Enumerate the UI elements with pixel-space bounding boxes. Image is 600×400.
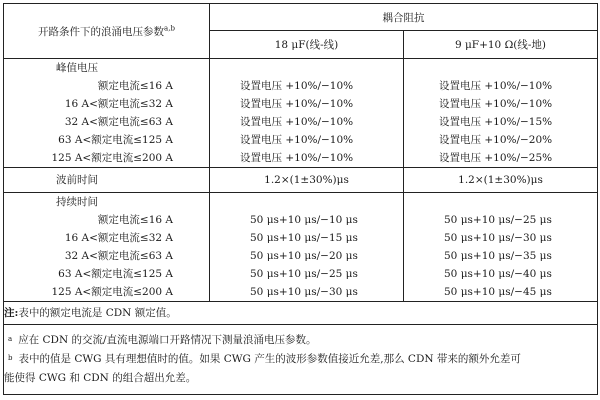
footnotes-row — [4, 325, 598, 395]
footnote-a — [4, 331, 597, 350]
duration-value: 50 μs+10 μs/−15 μs — [250, 232, 358, 244]
front-time-row — [4, 168, 598, 193]
front-time-value: 1.2×(1±30%)μs — [210, 168, 404, 193]
duration-col1 — [210, 193, 404, 302]
footnote-b-mark: b — [8, 354, 13, 362]
peak-voltage-value: 设置电压 +10%/−10% — [240, 152, 354, 164]
duration-value: 50 μs+10 μs/−10 μs — [250, 214, 358, 226]
peak-voltage-title: 峰值电压 — [56, 62, 98, 74]
row-label-footnote-marks: a,b — [164, 24, 175, 32]
duration-labels — [4, 193, 210, 302]
footnotes — [4, 325, 598, 395]
footnote-b-text: 表中的值是 CWG 具有理想值时的值。如果 CWG 产生的波形参数值接近允差,那么 CDN 带来的额外允差可 — [18, 353, 521, 365]
peak-voltage-value: 设置电压 +10%/−20% — [439, 134, 553, 146]
duration-title: 持续时间 — [56, 196, 98, 208]
peak-voltage-label: 63 A<额定电流≤125 A — [58, 134, 173, 146]
note-prefix: 注: — [4, 307, 19, 319]
peak-voltage-value: 设置电压 +10%/−10% — [240, 116, 354, 128]
row-label-header — [4, 4, 210, 59]
peak-voltage-value: 设置电压 +10%/−15% — [439, 116, 553, 128]
table-note — [4, 302, 598, 325]
front-time-label: 波前时间 — [4, 168, 210, 193]
duration-row — [4, 193, 598, 302]
coupling-impedance-header: 耦合阻抗 — [210, 4, 598, 31]
table-header-row — [4, 4, 598, 31]
surge-parameter-table — [3, 3, 598, 395]
peak-voltage-value: 设置电压 +10%/−25% — [439, 152, 553, 164]
duration-value: 50 μs+10 μs/−25 μs — [250, 268, 358, 280]
duration-value: 50 μs+10 μs/−30 μs — [250, 286, 358, 298]
duration-value: 50 μs+10 μs/−45 μs — [444, 286, 552, 298]
front-time-value: 1.2×(1±30%)μs — [404, 168, 598, 193]
peak-voltage-value: 设置电压 +10%/−10% — [240, 134, 354, 146]
column-header-line-line: 18 μF(线-线) — [210, 31, 404, 59]
peak-voltage-label: 额定电流≤16 A — [97, 80, 173, 92]
column-header-line-ground: 9 μF+10 Ω(线-地) — [404, 31, 598, 59]
duration-label: 32 A<额定电流≤63 A — [64, 250, 173, 262]
duration-value: 50 μs+10 μs/−30 μs — [444, 232, 552, 244]
duration-value: 50 μs+10 μs/−35 μs — [444, 250, 552, 262]
note-text: 表中的额定电流是 CDN 额定值。 — [18, 307, 177, 319]
peak-voltage-value: 设置电压 +10%/−10% — [240, 80, 354, 92]
peak-voltage-label: 16 A<额定电流≤32 A — [64, 98, 173, 110]
peak-voltage-labels — [4, 59, 210, 168]
duration-value: 50 μs+10 μs/−40 μs — [444, 268, 552, 280]
peak-voltage-label: 32 A<额定电流≤63 A — [64, 116, 173, 128]
peak-voltage-row — [4, 59, 598, 168]
footnote-b — [4, 350, 597, 369]
row-label-header-text: 开路条件下的浪涌电压参数 — [38, 25, 165, 38]
duration-label: 额定电流≤16 A — [97, 214, 173, 226]
duration-value: 50 μs+10 μs/−20 μs — [250, 250, 358, 262]
duration-label: 125 A<额定电流≤200 A — [51, 286, 173, 298]
peak-voltage-value: 设置电压 +10%/−10% — [240, 98, 354, 110]
peak-voltage-col1 — [210, 59, 404, 168]
peak-voltage-value: 设置电压 +10%/−10% — [439, 80, 553, 92]
note-row — [4, 302, 598, 325]
footnote-b-continuation: 能使得 CWG 和 CDN 的组合超出允差。 — [4, 372, 197, 384]
duration-value: 50 μs+10 μs/−25 μs — [444, 214, 552, 226]
duration-col2 — [404, 193, 598, 302]
footnote-a-text: 应在 CDN 的交流/直流电源端口开路情况下测量浪涌电压参数。 — [18, 334, 317, 346]
footnote-a-mark: a — [8, 335, 13, 343]
peak-voltage-value: 设置电压 +10%/−10% — [439, 98, 553, 110]
duration-label: 63 A<额定电流≤125 A — [58, 268, 173, 280]
duration-label: 16 A<额定电流≤32 A — [64, 232, 173, 244]
peak-voltage-col2 — [404, 59, 598, 168]
peak-voltage-label: 125 A<额定电流≤200 A — [51, 152, 173, 164]
